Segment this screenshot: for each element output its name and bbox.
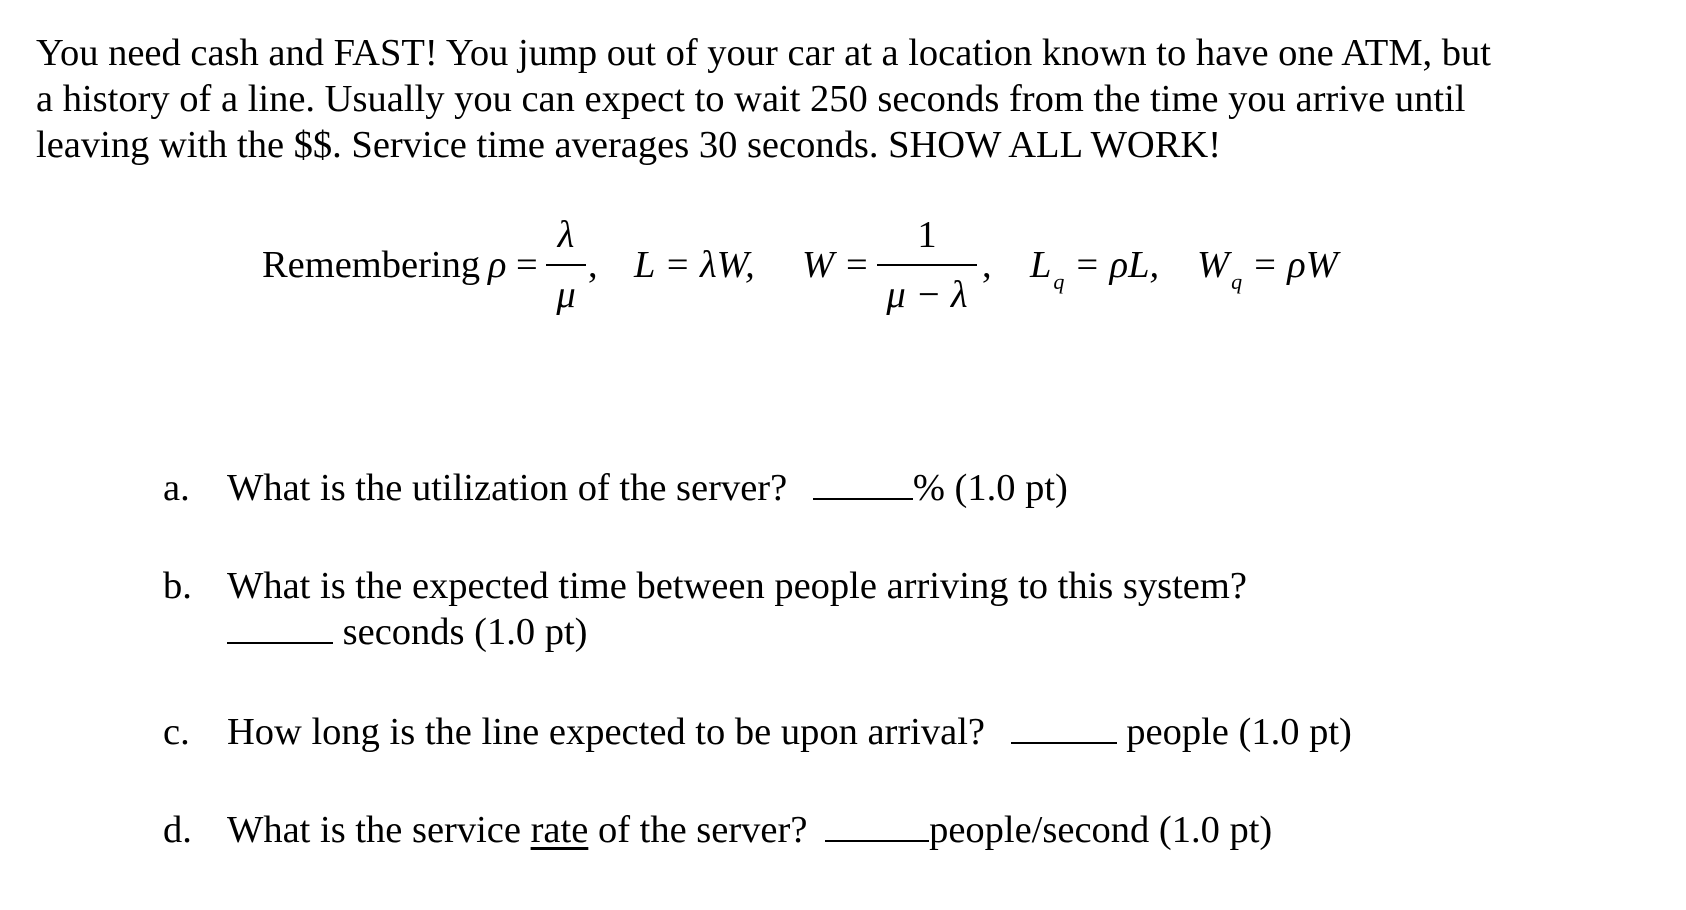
comma-2: , xyxy=(982,244,992,286)
question-d-letter: d. xyxy=(163,809,192,851)
problem-line-1: You need cash and FAST! You jump out of your car at a location known to have one ATM, but xyxy=(36,32,1491,74)
wq-formula: $W_q = \rho W$ xyxy=(1197,244,1338,294)
question-c-text: How long is the line expected to be upon arrival? people (1.0 pt) xyxy=(227,711,1352,753)
rate-underlined: rate xyxy=(530,809,589,851)
comma-1: , xyxy=(588,244,598,286)
littles-law: L = λW, xyxy=(634,244,755,286)
equals-sign: = xyxy=(516,244,538,286)
rho-numerator: λ xyxy=(557,214,575,256)
equals-sign-2: = xyxy=(846,244,868,286)
question-d-suffix: people/second (1.0 pt) xyxy=(929,809,1273,851)
question-a-suffix: % (1.0 pt) xyxy=(912,467,1068,509)
question-c-letter: c. xyxy=(163,711,190,753)
w-denominator: μ − λ xyxy=(886,274,968,316)
w-numerator: 1 xyxy=(917,214,937,256)
problem-line-2: a history of a line. Usually you can expect to wait 250 seconds from the time you arrive until xyxy=(36,78,1466,120)
answer-blank-a[interactable] xyxy=(813,468,913,500)
w-fraction-bar xyxy=(877,264,977,266)
question-b-suffix: seconds (1.0 pt) xyxy=(342,611,588,653)
formula-lead-text: Remembering xyxy=(262,244,481,286)
question-b-text: What is the expected time between people arriving to this system? xyxy=(227,565,1247,607)
lq-formula: $L_q = \rho L$, xyxy=(1030,244,1160,294)
rho-symbol: ρ xyxy=(488,244,507,286)
problem-line-3: leaving with the $$. Service time averages 30 seconds. SHOW ALL WORK! xyxy=(36,124,1222,166)
question-a-text: What is the utilization of the server? % (1.0 pt) xyxy=(227,467,1068,509)
answer-blank-c[interactable] xyxy=(1011,712,1117,744)
question-c-suffix: people (1.0 pt) xyxy=(1126,711,1352,753)
rho-fraction-bar xyxy=(546,264,586,266)
problem-statement xyxy=(36,30,1656,168)
formula-block xyxy=(262,214,1562,345)
w-symbol: W xyxy=(802,244,835,286)
answer-blank-d[interactable] xyxy=(825,810,929,842)
rho-denominator: μ xyxy=(556,274,576,316)
question-b-letter: b. xyxy=(163,565,192,607)
answer-blank-b[interactable] xyxy=(227,612,333,644)
question-d-text: What is the service rate of the server? people/second (1.0 pt) xyxy=(227,809,1273,851)
question-b-answer-line xyxy=(227,610,587,654)
question-a-letter: a. xyxy=(163,467,190,509)
